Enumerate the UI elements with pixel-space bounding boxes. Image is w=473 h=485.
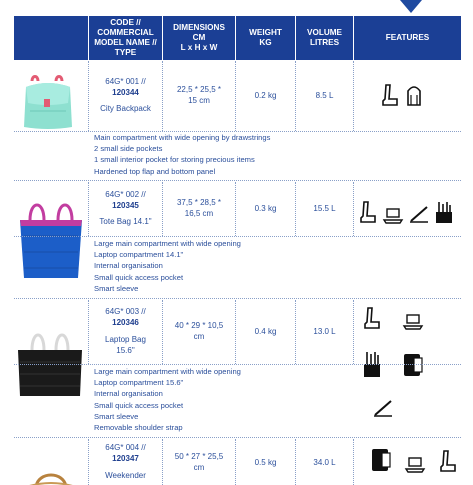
product-description (94, 238, 241, 294)
header-vol-line: LITRES (309, 38, 340, 47)
description-line: Small quick access pocket (94, 400, 184, 410)
feature-icons (370, 447, 458, 473)
header-code-line: CODE // (110, 17, 141, 27)
pen-icon (408, 204, 430, 224)
header-wt-line: KG (259, 38, 272, 47)
product-row (14, 439, 461, 485)
dim-line: 40 * 29 * 10,5 (174, 321, 224, 331)
weekender-image (20, 467, 82, 485)
product-dimensions (163, 61, 235, 131)
description-line: Smart sleeve (94, 283, 139, 293)
dim-line: 22,5 * 25,5 * (176, 85, 222, 95)
product-type: Weekender (105, 470, 146, 480)
product-model: 120346 (112, 318, 139, 328)
dim-line: 50 * 27 * 25,5 (174, 452, 224, 462)
product-description (94, 132, 270, 177)
backpack-image (16, 75, 80, 136)
description-line: 2 small side pockets (94, 144, 163, 154)
laptop-icon (404, 455, 426, 473)
feature-icons (358, 200, 454, 224)
dim-line: 15 cm (188, 96, 210, 105)
header-dim-line: CM (192, 32, 206, 42)
header-dim-line: L x H x W (180, 43, 218, 53)
product-code: 64G* 001 // (105, 76, 146, 86)
header-features-label: FEATURES (385, 32, 430, 42)
header-code-line: TYPE (114, 48, 137, 58)
feature-icons (362, 306, 462, 418)
product-code: 64G* 004 // (105, 443, 146, 452)
header-volume (296, 16, 353, 60)
product-weight: 0.3 kg (254, 203, 277, 213)
product-code: 64G* 002 // (105, 189, 146, 199)
description-line: Smart sleeve (94, 411, 139, 421)
dim-line: 16,5 cm (184, 209, 214, 218)
header-code-line: COMMERCIAL (97, 27, 154, 37)
product-model: 120345 (112, 200, 139, 210)
description-line: Internal organisation (94, 261, 163, 271)
product-type: Tote Bag 14.1" (99, 217, 152, 227)
product-code-cell (89, 182, 162, 236)
description-line: Large main compartment with wide opening (94, 239, 241, 248)
product-model: 120347 (112, 453, 139, 463)
seat-icon (380, 83, 400, 107)
product-weight: 0.2 kg (254, 90, 277, 100)
product-type: Laptop Bag (105, 335, 146, 344)
organiser-icon (434, 200, 454, 224)
dim-line: 37,5 * 28,5 * (176, 198, 222, 208)
down-arrow-icon (400, 0, 422, 13)
sleeve-icon (370, 447, 392, 473)
header-code-line: MODEL NAME // (94, 38, 157, 47)
header-dimensions (163, 16, 235, 60)
description-line: Internal organisation (94, 389, 163, 399)
backpack-icon (404, 83, 424, 107)
product-volume: 15.5 L (313, 203, 336, 213)
seat-icon (358, 200, 378, 224)
product-dimensions (163, 439, 235, 485)
tote-bag-image (14, 196, 88, 287)
laptop-icon (382, 206, 404, 224)
description-line: Laptop compartment 14.1" (94, 250, 184, 260)
header-wt-line: WEIGHT (249, 27, 282, 37)
laptop-bag-image (14, 326, 86, 405)
product-code-cell (89, 300, 162, 364)
description-line: 1 small interior pocket for storing precious items (94, 155, 255, 165)
product-weight: 0.4 kg (254, 326, 277, 336)
seat-icon (438, 449, 458, 473)
header-features (354, 16, 461, 60)
header-code (89, 16, 162, 60)
product-code-cell (89, 61, 162, 131)
pen-icon (372, 398, 394, 418)
product-row (14, 182, 461, 236)
product-description (94, 366, 241, 433)
header-image-cell (14, 16, 88, 60)
product-code-cell (89, 439, 162, 485)
product-dimensions (163, 300, 235, 364)
header-vol-line: VOLUME (306, 27, 343, 37)
product-model: 120344 (112, 87, 139, 97)
description-line: Small quick access pocket (94, 272, 184, 282)
product-weight: 0.5 kg (254, 457, 277, 467)
laptop-icon (402, 312, 424, 330)
product-row (14, 300, 461, 364)
product-volume: 34.0 L (313, 457, 336, 467)
product-type: City Backpack (100, 104, 151, 114)
dim-line: cm (193, 332, 205, 341)
description-line: Large main compartment with wide opening (94, 367, 241, 376)
dim-line: cm (193, 463, 205, 472)
description-line: Hardened top flap and bottom panel (94, 166, 216, 176)
description-line: Laptop compartment 15.6" (94, 378, 184, 388)
header-weight (236, 16, 295, 60)
feature-icons (380, 83, 424, 107)
product-volume: 13.0 L (313, 326, 336, 336)
product-code: 64G* 003 // (105, 307, 146, 317)
sleeve-icon (402, 352, 424, 378)
product-dimensions (163, 182, 235, 236)
product-row (14, 61, 461, 131)
header-dim-line: DIMENSIONS (173, 22, 225, 32)
description-line: Removable shoulder strap (94, 423, 183, 433)
product-volume: 8.5 L (315, 90, 334, 100)
description-line: Main compartment with wide opening by drawstrings (94, 133, 271, 142)
product-type: 15.6" (116, 345, 135, 355)
seat-icon (362, 306, 382, 330)
